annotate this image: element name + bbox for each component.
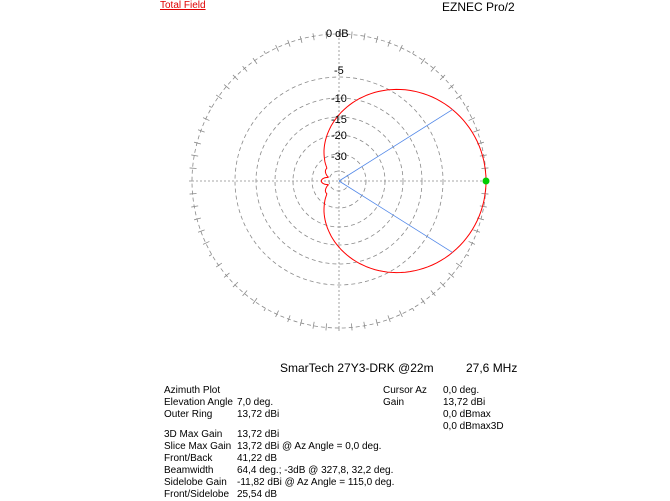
app-title: EZNEC Pro/2	[442, 0, 515, 14]
grid-tick	[233, 75, 238, 80]
ring-label-15: -15	[331, 114, 347, 126]
grid-tick	[413, 308, 415, 311]
grid-tick	[276, 45, 279, 51]
grid-tick	[326, 323, 327, 330]
grid-tick	[209, 255, 212, 257]
info-value: 25,54 dB	[237, 489, 278, 500]
cursor-marker[interactable]	[483, 178, 490, 185]
grid-tick	[313, 322, 314, 329]
grid-tick	[449, 85, 454, 89]
ring-label-30: -30	[331, 151, 347, 163]
info-value: 41,22 dB	[237, 453, 278, 464]
grid-tick	[264, 308, 266, 311]
frequency-label: 27,6 MHz	[466, 361, 518, 375]
grid-tick	[399, 311, 402, 317]
info-value: 0,0 deg.	[443, 385, 480, 396]
grid-tick	[243, 66, 247, 71]
grid-tick	[203, 241, 209, 244]
info-value: 13,72 dBi	[237, 429, 280, 440]
grid-tick	[313, 33, 314, 40]
grid-tick	[190, 193, 197, 194]
grid-tick	[224, 273, 229, 277]
info-label: Sidelobe Gain	[164, 477, 227, 488]
grid-tick	[364, 322, 365, 329]
ring-label-5: -5	[334, 65, 344, 77]
info-label: Front/Back	[164, 453, 213, 464]
grid-tick	[466, 255, 469, 257]
info-value: -11,82 dBi @ Az Angle = 115,0 deg.	[237, 477, 395, 488]
grid-tick	[190, 168, 197, 169]
info-value: 7,0 deg.	[237, 397, 274, 408]
info-value: 13,72 dBi @ Az Angle = 0,0 deg.	[237, 441, 382, 452]
info-label: Front/Sidelobe	[164, 489, 230, 500]
beamwidth-line-upper	[339, 110, 452, 181]
ring-label-0db: 0 dB	[326, 28, 349, 40]
info-value: 13,72 dBi	[443, 397, 486, 408]
grid-tick	[351, 323, 352, 330]
info-label: Outer Ring	[164, 409, 213, 420]
info-label: Slice Max Gain	[164, 441, 232, 452]
info-value: 64,4 deg.; -3dB @ 327,8, 32,2 deg.	[237, 465, 394, 476]
grid-tick	[466, 106, 469, 108]
ring-labels	[326, 28, 349, 163]
info-label: Cursor Az	[383, 385, 427, 396]
grid-tick	[413, 51, 415, 54]
info-label: Elevation Angle	[164, 397, 233, 408]
grid-tick	[351, 32, 352, 39]
info-value: 0,0 dBmax	[443, 409, 491, 420]
grid-tick	[209, 106, 212, 108]
grid-tick	[191, 206, 198, 207]
plot-info-right	[383, 385, 523, 433]
grid-tick	[480, 155, 487, 156]
grid-tick	[264, 51, 266, 54]
grid-tick	[431, 291, 435, 296]
grid-tick	[469, 118, 475, 121]
grid-tick	[440, 282, 445, 287]
info-label: Azimuth Plot	[164, 385, 221, 396]
info-label: 3D Max Gain	[164, 429, 223, 440]
grid-tick	[440, 75, 445, 80]
antenna-description: SmarTech 27Y3-DRK @22m	[280, 361, 434, 375]
grid-tick	[233, 282, 238, 287]
info-value: 0,0 dBmax3D	[443, 421, 504, 432]
total-field-link[interactable]: Total Field	[160, 0, 206, 11]
info-value: 13,72 dBi	[237, 409, 280, 420]
ring-label-20: -20	[331, 130, 347, 142]
info-label: Gain	[383, 397, 405, 408]
ring-label-10: -10	[331, 93, 347, 105]
grid-tick	[364, 33, 365, 40]
grid-tick	[191, 155, 198, 156]
beamwidth-line-lower	[339, 181, 452, 252]
grid-tick	[480, 206, 487, 207]
info-label: Beamwidth	[164, 465, 214, 476]
